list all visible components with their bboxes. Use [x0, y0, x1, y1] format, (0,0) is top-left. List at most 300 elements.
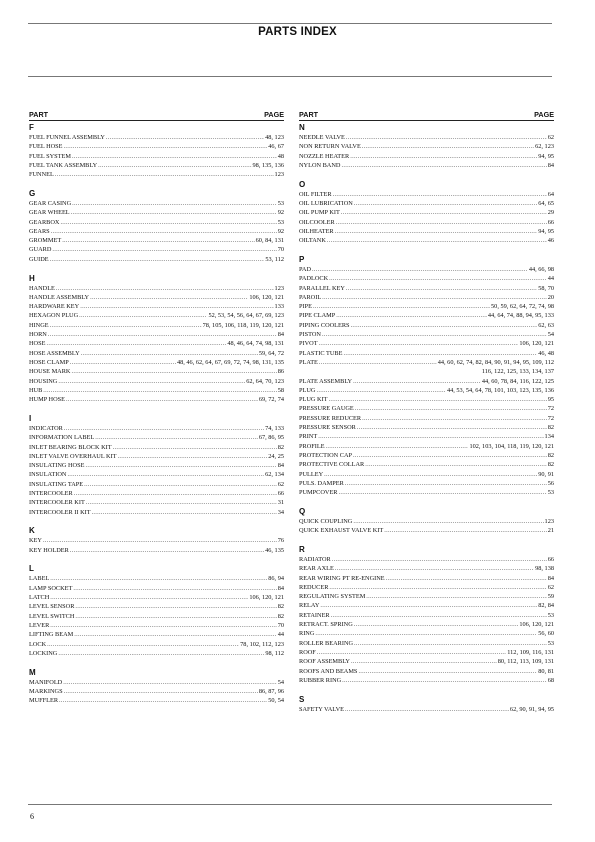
dot-leader	[98, 161, 251, 170]
entry-part-name: MUFFLER	[29, 697, 59, 705]
index-entry	[299, 311, 554, 320]
dot-leader	[73, 584, 276, 593]
entry-page-numbers: 44, 64, 74, 88, 94, 95, 133	[487, 312, 554, 320]
entry-page-numbers: 66	[547, 218, 554, 226]
index-entry	[299, 358, 554, 367]
dot-leader	[79, 311, 207, 320]
dot-leader	[66, 395, 258, 404]
entry-part-name: HINGE	[29, 321, 49, 329]
index-entry	[29, 227, 284, 236]
dot-leader	[339, 488, 547, 497]
entry-part-name: PIPE	[299, 303, 312, 311]
section-letter: P	[299, 254, 305, 264]
dot-leader	[353, 451, 547, 460]
section-spacer	[29, 179, 284, 189]
entry-page-numbers: 56, 60	[538, 630, 554, 638]
dot-leader	[70, 358, 176, 367]
index-entry	[29, 311, 284, 320]
entry-part-name: PLUG	[299, 386, 316, 394]
entry-part-name: LEVEL SWITCH	[29, 612, 75, 620]
index-entry	[299, 479, 554, 488]
index-entry	[29, 170, 284, 179]
index-entry	[299, 236, 554, 245]
index-entry	[29, 161, 284, 170]
index-entry	[29, 584, 284, 593]
section-spacer	[29, 555, 284, 565]
entry-part-name: LEVER	[29, 621, 50, 629]
dot-leader	[85, 461, 276, 470]
dot-leader	[92, 508, 277, 517]
index-entry	[29, 255, 284, 264]
entry-part-name: GEAR CASING	[29, 199, 72, 207]
index-entry	[29, 358, 284, 367]
index-entry	[299, 432, 554, 441]
entry-part-name: MANIFOLD	[29, 678, 63, 686]
entry-page-numbers: 86	[277, 368, 284, 376]
dot-leader	[365, 460, 546, 469]
dot-leader	[355, 404, 547, 413]
entry-part-name: SAFETY VALVE	[299, 705, 344, 713]
entry-page-numbers: 123	[274, 284, 284, 292]
entry-part-name: GUIDE	[29, 255, 49, 263]
dot-leader	[362, 414, 547, 423]
part-header-label: PART	[299, 110, 319, 119]
index-entry	[299, 152, 554, 161]
entry-part-name: PLUG KIT	[299, 396, 328, 404]
index-entry	[29, 574, 284, 583]
index-entry	[29, 199, 284, 208]
index-entry	[299, 517, 554, 526]
index-entry	[29, 367, 284, 376]
dot-leader	[58, 377, 245, 386]
dot-leader	[343, 349, 537, 358]
entry-part-name: RADIATOR	[299, 555, 331, 563]
section-letter: F	[29, 123, 34, 132]
entry-page-numbers: 92	[277, 227, 284, 235]
dot-leader	[71, 367, 276, 376]
index-entry	[299, 564, 554, 573]
entry-part-name: INTERCOOLER II KIT	[29, 508, 91, 516]
column-header-rule	[29, 120, 284, 121]
entry-part-name: HUMP HOSE	[29, 396, 65, 404]
entry-part-name: PULS. DAMPER	[299, 479, 344, 487]
entry-page-numbers: 62, 63	[538, 321, 554, 329]
entry-page-numbers: 94, 95	[538, 227, 554, 235]
index-entry	[299, 386, 554, 395]
index-entry	[29, 433, 284, 442]
dot-leader	[319, 339, 519, 348]
dot-leader	[345, 705, 509, 714]
index-entry	[299, 302, 554, 311]
dot-leader	[357, 423, 547, 432]
index-entry	[29, 208, 284, 217]
entry-part-name: PARALLEL KEY	[299, 284, 345, 292]
section-letter: Q	[299, 506, 306, 516]
dot-leader	[335, 227, 538, 236]
entry-part-name: HANDLE	[29, 284, 55, 292]
dot-leader	[50, 593, 248, 602]
entry-part-name: RUBBER RING	[299, 676, 342, 684]
entry-part-name: FUNNEL	[29, 171, 54, 179]
dot-leader	[353, 377, 481, 386]
section-letter: S	[299, 694, 305, 704]
index-column-left	[29, 110, 284, 706]
entry-part-name: GEAR WHEEL	[29, 209, 70, 217]
entry-page-numbers: 62, 90, 91, 94, 95	[509, 705, 554, 713]
dot-leader	[95, 433, 258, 442]
index-entry	[29, 377, 284, 386]
dot-leader	[351, 321, 538, 330]
dot-leader	[72, 199, 277, 208]
page-number: 6	[30, 812, 34, 821]
index-entry	[299, 190, 554, 199]
index-entry	[299, 470, 554, 479]
index-entry	[299, 583, 554, 592]
dot-leader	[60, 218, 276, 227]
index-entry	[299, 592, 554, 601]
index-entry	[299, 349, 554, 358]
entry-page-numbers: 46, 135	[265, 546, 284, 554]
index-entry	[299, 208, 554, 217]
entry-part-name: OILTANK	[299, 237, 326, 245]
entry-page-numbers: 53, 112	[265, 255, 284, 263]
entry-part-name: PADLOCK	[299, 275, 329, 283]
dot-leader	[327, 236, 547, 245]
index-entry	[29, 293, 284, 302]
entry-page-numbers: 78, 102, 112, 123	[240, 640, 284, 648]
dot-leader	[366, 592, 546, 601]
dot-leader	[336, 218, 547, 227]
section-spacer	[29, 658, 284, 668]
entry-page-numbers: 48	[277, 152, 284, 160]
entry-page-numbers: 84	[277, 584, 284, 592]
entry-part-name: LAMP SOCKET	[29, 584, 73, 592]
entry-part-name: HOUSING	[29, 377, 58, 385]
dot-leader	[341, 161, 546, 170]
entry-page-numbers: 68	[547, 676, 554, 684]
index-entry	[299, 629, 554, 638]
index-entry	[299, 657, 554, 666]
entry-part-name: MARKINGS	[29, 687, 63, 695]
entry-part-name: LATCH	[29, 594, 50, 602]
entry-part-name: INSULATING TAPE	[29, 480, 84, 488]
dot-leader	[354, 199, 537, 208]
entry-page-numbers: 50, 54	[268, 697, 284, 705]
dot-leader	[315, 629, 537, 638]
entry-page-numbers: 80, 112, 113, 109, 131	[497, 658, 554, 666]
dot-leader	[336, 311, 487, 320]
index-entry	[299, 133, 554, 142]
entry-page-numbers: 90, 91	[538, 470, 554, 478]
entry-part-name: HANDLE ASSEMBLY	[29, 293, 90, 301]
entry-part-name: KEY	[29, 537, 42, 545]
dot-leader	[81, 349, 258, 358]
entry-page-numbers: 34	[277, 508, 284, 516]
entry-page-numbers: 82	[547, 461, 554, 469]
dot-leader	[322, 330, 547, 339]
index-entry	[29, 133, 284, 142]
entry-page-numbers: 123	[274, 171, 284, 179]
dot-leader	[55, 170, 274, 179]
dot-leader	[51, 227, 277, 236]
dot-leader	[318, 432, 543, 441]
footer-rule	[28, 804, 552, 805]
entry-page-numbers: 76	[277, 537, 284, 545]
section-letter: K	[29, 526, 35, 536]
entry-page-numbers: 50, 59, 62, 64, 72, 74, 98	[491, 303, 554, 311]
entry-page-numbers: 20	[547, 293, 554, 301]
entry-page-numbers: 102, 103, 104, 118, 119, 120, 121	[469, 442, 554, 450]
entry-part-name: PIVOT	[299, 340, 318, 348]
entry-part-name: REAR WIRING PT RE-ENGINE	[299, 574, 385, 582]
dot-leader	[333, 190, 547, 199]
index-entry	[299, 676, 554, 685]
dot-leader	[319, 358, 437, 367]
entry-page-numbers: 106, 120, 121	[249, 594, 284, 602]
entry-page-numbers: 44, 53, 54, 64, 78, 101, 103, 123, 135, 136	[446, 386, 554, 394]
index-entry	[299, 601, 554, 610]
index-entry	[299, 330, 554, 339]
entry-part-name: INSULATION	[29, 471, 67, 479]
entry-page-numbers: 53	[547, 611, 554, 619]
entry-page-numbers: 106, 120, 121	[519, 621, 554, 629]
section-letter: N	[299, 123, 305, 132]
dot-leader	[80, 302, 273, 311]
entry-part-name: REAR AXLE	[299, 565, 334, 573]
section-letter: I	[29, 413, 32, 423]
entry-part-name: FUEL SYSTEM	[29, 152, 71, 160]
section-letter: L	[29, 564, 34, 574]
entry-page-numbers: 52, 53, 54, 56, 64, 67, 69, 123	[208, 312, 284, 320]
index-entry	[299, 414, 554, 423]
entry-part-name: PAD	[299, 265, 312, 273]
entry-part-name: GUARD	[29, 246, 52, 254]
index-entry	[29, 649, 284, 658]
index-entry	[299, 555, 554, 564]
entry-part-name: PLASTIC TUBE	[299, 349, 343, 357]
entry-page-numbers: 84	[547, 574, 554, 582]
entry-part-name: REDUCER	[299, 583, 329, 591]
dot-leader	[52, 245, 276, 254]
entry-part-name: HORN	[29, 331, 47, 339]
page-title: PARTS INDEX	[258, 26, 337, 38]
entry-part-name: HARDWARE KEY	[29, 303, 80, 311]
dot-leader	[335, 564, 534, 573]
entry-part-name: OIL LUBRICATION	[299, 199, 353, 207]
section-spacer	[299, 245, 554, 255]
index-entry	[299, 442, 554, 451]
entry-page-numbers: 46	[547, 237, 554, 245]
page-header-label: PAGE	[534, 110, 554, 119]
dot-leader	[50, 621, 276, 630]
entry-page-numbers: 29	[547, 209, 554, 217]
entry-page-numbers: 44	[547, 275, 554, 283]
dot-leader	[70, 546, 264, 555]
entry-part-name: PULLEY	[299, 470, 324, 478]
entry-part-name: HOUSE MARK	[29, 368, 71, 376]
dot-leader	[346, 284, 537, 293]
entry-page-numbers: 69, 72, 74	[258, 396, 284, 404]
entry-page-numbers: 53	[547, 639, 554, 647]
dot-leader	[358, 667, 537, 676]
entry-page-numbers: 66	[277, 490, 284, 497]
entry-part-name: RETRACT. SPRING	[299, 621, 353, 629]
section-letter: H	[29, 273, 35, 283]
entry-page-numbers: 44, 66, 98	[528, 265, 554, 273]
dot-leader	[62, 236, 254, 245]
dot-leader	[64, 424, 264, 433]
section-letter: O	[299, 179, 306, 189]
index-entry	[299, 199, 554, 208]
entry-part-name: KEY HOLDER	[29, 546, 69, 554]
index-entry	[29, 245, 284, 254]
entry-page-numbers: 48, 46, 64, 74, 98, 131	[227, 340, 284, 348]
entry-part-name: LOCKING	[29, 649, 58, 657]
index-entry	[29, 395, 284, 404]
entry-page-numbers: 44, 60, 78, 84, 116, 122, 125	[481, 377, 554, 385]
index-entry	[299, 395, 554, 404]
entry-page-numbers: 59, 64, 72	[258, 349, 284, 357]
entry-part-name: HOSE CLAMP	[29, 358, 69, 366]
entry-page-numbers: 123	[544, 517, 554, 525]
entry-part-name: ROOF	[299, 648, 316, 656]
entry-part-name: PRESSURE REDUCER	[299, 414, 362, 422]
index-entry	[299, 705, 554, 714]
dot-leader	[106, 133, 264, 142]
index-entry	[29, 621, 284, 630]
dot-leader	[74, 630, 276, 639]
entry-page-numbers: 31	[277, 499, 284, 507]
dot-leader	[75, 612, 276, 621]
section-spacer	[29, 517, 284, 527]
entry-page-numbers: 53	[277, 218, 284, 226]
index-entry	[29, 302, 284, 311]
index-entry	[299, 293, 554, 302]
entry-part-name: PROTECTION CAP	[299, 451, 353, 459]
column-header	[29, 110, 284, 119]
entry-part-name: PROFILE	[299, 442, 325, 450]
dot-leader	[353, 517, 543, 526]
entry-page-numbers: 62	[547, 134, 554, 141]
entry-part-name: OILCOOLER	[299, 218, 335, 226]
index-entry	[29, 321, 284, 330]
section-letter: M	[29, 667, 36, 677]
entry-part-name: NYLON BAND	[299, 161, 341, 169]
entry-page-numbers: 92	[277, 209, 284, 217]
dot-leader	[316, 386, 446, 395]
dot-leader	[84, 480, 277, 489]
entry-part-name: NON RETURN VALVE	[299, 143, 361, 151]
entry-part-name: INLET VALVE OVERHAUL KIT	[29, 452, 117, 460]
entry-page-numbers: 70	[277, 621, 284, 629]
dot-leader	[362, 142, 534, 151]
dot-leader	[50, 255, 265, 264]
dot-leader	[329, 395, 547, 404]
entry-page-numbers: 62	[277, 480, 284, 488]
dot-leader	[118, 452, 268, 461]
entry-part-name: PRESSURE GAUGE	[299, 405, 354, 413]
entry-page-numbers: 98, 138	[535, 565, 554, 573]
entry-part-name: LEVEL SENSOR	[29, 603, 75, 611]
entry-page-numbers: 44	[277, 631, 284, 639]
index-entry	[299, 377, 554, 386]
index-entry	[29, 489, 284, 498]
entry-part-name: HOSE	[29, 340, 46, 348]
dot-leader	[48, 330, 277, 339]
dot-leader	[86, 498, 277, 507]
entry-part-name: GEARS	[29, 227, 50, 235]
entry-page-numbers: 62, 134	[265, 471, 284, 479]
entry-page-numbers: 74, 133	[265, 424, 284, 432]
entry-part-name: INFORMATION LABEL	[29, 434, 95, 442]
index-entry	[29, 593, 284, 602]
dot-leader	[313, 302, 490, 311]
entry-part-name: LIFTING BEAM	[29, 631, 74, 639]
index-entry	[29, 546, 284, 555]
index-entry	[29, 602, 284, 611]
index-entry	[29, 218, 284, 227]
dot-leader	[342, 676, 547, 685]
dot-leader	[312, 265, 528, 274]
dot-leader	[350, 152, 537, 161]
index-entry	[299, 274, 554, 283]
entry-page-numbers: 106, 120, 121	[249, 293, 284, 301]
entry-page-numbers: 86, 87, 96	[258, 687, 284, 695]
entry-part-name: GEARBOX	[29, 218, 60, 226]
entry-part-name: REGULATING SYSTEM	[299, 593, 366, 601]
dot-leader	[43, 536, 277, 545]
entry-page-numbers: 48, 46, 62, 64, 67, 69, 72, 74, 98, 131, 135	[176, 358, 284, 366]
index-entry	[299, 284, 554, 293]
entry-page-numbers: 98, 135, 136	[252, 161, 284, 169]
index-entry	[29, 142, 284, 151]
section-letter: R	[299, 544, 305, 554]
entry-part-name: FUEL HOSE	[29, 143, 63, 151]
column-header	[299, 110, 554, 119]
dot-leader	[329, 274, 547, 283]
dot-leader	[46, 339, 226, 348]
page-header-label: PAGE	[264, 110, 284, 119]
column-header-rule	[299, 120, 554, 121]
entry-part-name: INSULATING HOSE	[29, 462, 85, 470]
entry-page-numbers: 84	[277, 462, 284, 470]
index-entry	[29, 236, 284, 245]
index-entry	[299, 339, 554, 348]
dot-leader	[329, 583, 546, 592]
index-entry	[29, 152, 284, 161]
entry-page-numbers: 82	[547, 451, 554, 459]
entry-part-name: PLATE ASSEMBLY	[299, 377, 353, 385]
title-underline-rule	[28, 76, 552, 77]
entry-page-numbers: 82	[277, 603, 284, 611]
entry-part-name: PUMPCOVER	[299, 489, 338, 497]
index-entry	[299, 620, 554, 629]
entry-page-numbers: 53	[547, 489, 554, 497]
entry-page-numbers: 82, 84	[538, 602, 554, 610]
entry-page-numbers: 82	[277, 443, 284, 451]
entry-part-name: QUICK EXHAUST VALVE KIT	[299, 527, 384, 535]
entry-page-numbers: 54	[277, 678, 284, 686]
entry-part-name: ROLLER BEARING	[299, 639, 354, 647]
dot-leader	[47, 640, 239, 649]
dot-leader	[354, 639, 547, 648]
dot-leader	[64, 687, 258, 696]
index-column-right	[299, 110, 554, 714]
entry-part-name: RETAINER	[299, 611, 330, 619]
index-entry	[29, 498, 284, 507]
index-entry	[29, 678, 284, 687]
top-rule	[28, 23, 552, 24]
